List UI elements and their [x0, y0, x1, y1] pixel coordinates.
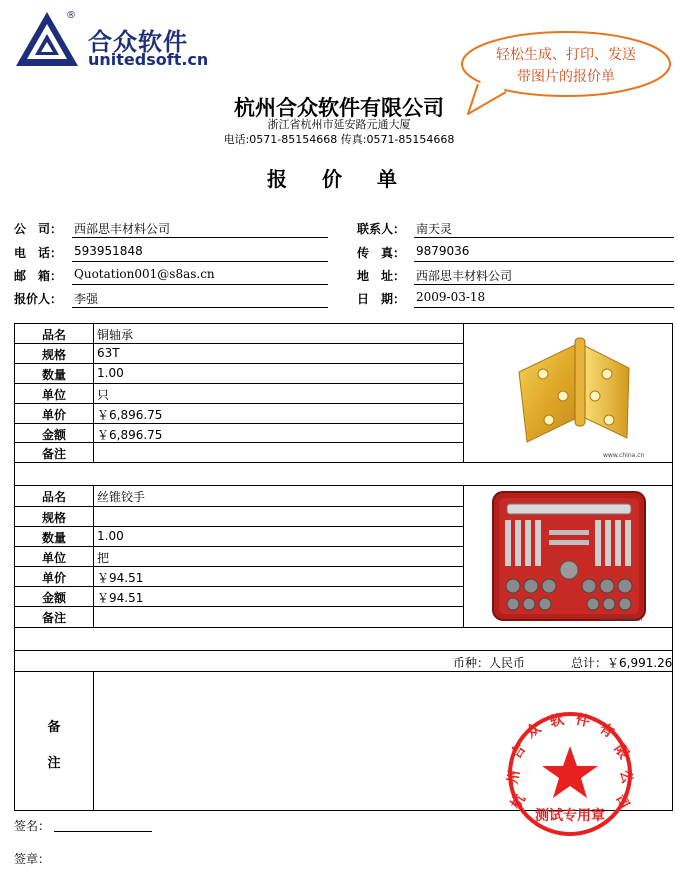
item2-unit-value: 把 [97, 551, 110, 565]
underline [72, 261, 328, 262]
divider [15, 363, 463, 364]
item1-unit-label: 单位 [41, 388, 66, 402]
item1-price-label: 单价 [41, 408, 66, 422]
svg-text:司: 司 [611, 791, 632, 813]
item2-name-value: 丝锥铰手 [97, 490, 146, 504]
svg-text:测试专用章: 测试专用章 [535, 808, 605, 824]
company-seal [500, 708, 640, 838]
divider [15, 403, 463, 404]
image-watermark: www.china.cn [601, 616, 643, 623]
item2-unit-label: 单位 [41, 551, 66, 565]
contact-label: 联系人： [357, 222, 406, 236]
divider [15, 383, 463, 384]
item2-amount-label: 金额 [41, 591, 66, 605]
item1-qty-label: 数量 [41, 368, 66, 382]
fax-label: 传 真： [357, 246, 406, 260]
sign-line[interactable] [54, 831, 152, 832]
underline [414, 284, 674, 285]
bubble-line1: 轻松生成、打印、发送 [496, 47, 636, 63]
item2-price-label: 单价 [41, 571, 66, 585]
remarks-label-bottom: 注 [47, 756, 61, 771]
date-value: 2009-03-18 [416, 290, 486, 304]
divider [15, 462, 672, 463]
phone-value: 593951848 [74, 244, 143, 258]
remarks-label-top: 备 [47, 720, 61, 735]
item1-unit-value: 只 [97, 388, 110, 402]
svg-text:众: 众 [523, 720, 545, 742]
currency-text: 币种：人民币 [453, 656, 526, 670]
tap-die-set-image [491, 490, 647, 624]
divider [15, 606, 463, 607]
svg-text:杭: 杭 [508, 791, 529, 813]
divider [15, 586, 463, 587]
document-title: 报 价 单 [267, 167, 411, 191]
svg-text:件: 件 [574, 711, 592, 731]
item2-amount-value: ￥94.51 [97, 591, 144, 605]
svg-text:州: 州 [504, 769, 524, 786]
item1-qty-value: 1.00 [97, 366, 124, 380]
company-name: 杭州合众软件有限公司 [234, 96, 444, 120]
item1-note-label: 备注 [41, 447, 66, 461]
fax-value: 9879036 [416, 244, 470, 258]
divider [15, 650, 672, 651]
divider [15, 627, 672, 628]
item1-price-value: ￥6,896.75 [97, 408, 163, 422]
divider [15, 566, 463, 567]
svg-text:软: 软 [548, 711, 566, 731]
item1-name-value: 铜轴承 [97, 328, 134, 342]
svg-text:限: 限 [610, 741, 632, 763]
quoter-label: 报价人： [14, 292, 63, 306]
item2-qty-value: 1.00 [97, 529, 124, 543]
divider [15, 343, 463, 344]
logo-english-text: unitedsoft.cn [88, 50, 209, 69]
svg-text:合: 合 [508, 741, 530, 763]
item2-spec-label: 规格 [41, 511, 66, 525]
logo-chinese-text: 合众软件 [88, 28, 188, 56]
brass-hinge-image [499, 334, 649, 462]
underline [414, 237, 674, 238]
underline [72, 284, 328, 285]
item2-price-value: ￥94.51 [97, 571, 144, 585]
divider [15, 671, 672, 672]
bubble-line2: 带图片的报价单 [517, 69, 615, 85]
total-text: 总计：￥6,991.26 [571, 656, 673, 670]
underline [72, 237, 328, 238]
email-value: Quotation001@s8as.cn [74, 267, 215, 281]
company-address: 浙江省杭州市延安路元通大厦 [267, 118, 411, 131]
sign-label: 签名： [14, 819, 51, 833]
divider [93, 671, 94, 810]
divider [15, 423, 463, 424]
registered-mark: ® [66, 10, 76, 21]
quoter-value: 李强 [74, 292, 99, 306]
divider [15, 546, 463, 547]
seal-label: 签章： [14, 852, 51, 866]
underline [414, 261, 674, 262]
email-label: 邮 箱： [14, 269, 63, 283]
phone-label: 电 话： [14, 246, 63, 260]
item1-name-label: 品名 [41, 328, 66, 342]
item2-name-label: 品名 [41, 490, 66, 504]
company-contact: 电话:0571-85154668 传真:0571-85154668 [223, 133, 455, 146]
item2-qty-label: 数量 [41, 531, 66, 545]
date-label: 日 期： [357, 292, 406, 306]
company-value: 西部思丰材料公司 [74, 222, 171, 236]
contact-value: 南天灵 [416, 222, 453, 236]
underline [72, 307, 328, 308]
divider [15, 526, 463, 527]
address-label: 地 址： [357, 269, 406, 283]
underline [414, 307, 674, 308]
item2-note-label: 备注 [41, 611, 66, 625]
company-label: 公 司： [14, 222, 63, 236]
item1-amount-label: 金额 [41, 428, 66, 442]
divider [15, 506, 463, 507]
divider [15, 485, 672, 486]
svg-text:有: 有 [595, 720, 617, 742]
divider [463, 485, 464, 627]
item1-spec-value: 63T [97, 346, 120, 360]
address-value: 西部思丰材料公司 [416, 269, 513, 283]
svg-text:公: 公 [616, 769, 636, 786]
item1-spec-label: 规格 [41, 348, 66, 362]
item1-amount-value: ￥6,896.75 [97, 428, 163, 442]
image-watermark: www.china.cn [603, 452, 645, 459]
divider [463, 324, 464, 462]
